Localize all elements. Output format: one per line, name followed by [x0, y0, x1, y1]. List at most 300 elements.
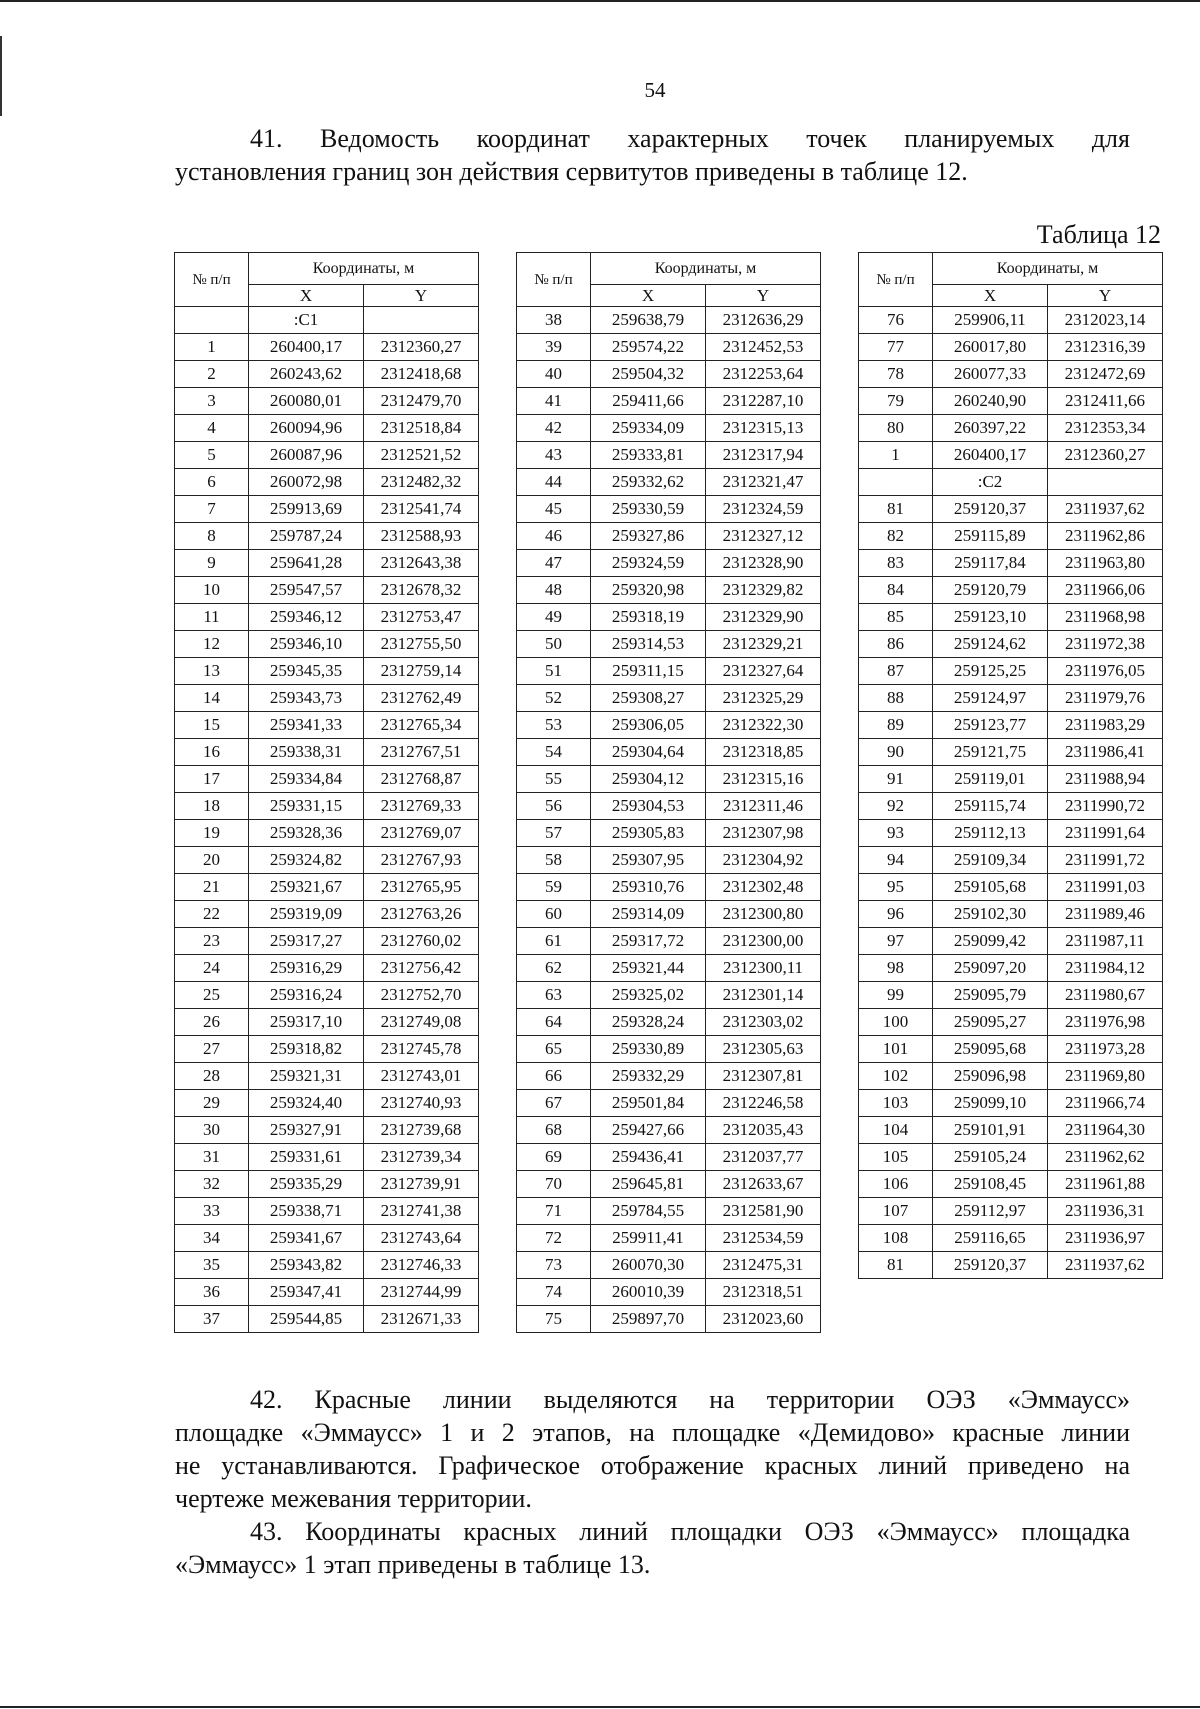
cell-y: 2311980,67: [1048, 982, 1163, 1009]
page-top-border: [0, 0, 1200, 2]
cell-x: 259311,15: [591, 658, 706, 685]
cell-x: 259641,28: [249, 550, 364, 577]
table-row: [517, 496, 821, 523]
cell-x: 259314,53: [591, 631, 706, 658]
cell-number: 71: [517, 1198, 591, 1225]
cell-number: 35: [175, 1252, 249, 1279]
cell-y: 2312762,49: [364, 685, 479, 712]
cell-y: 2312322,30: [706, 712, 821, 739]
cell-x: 259327,86: [591, 523, 706, 550]
cell-y: 2311937,62: [1048, 496, 1163, 523]
cell-number: 4: [175, 415, 249, 442]
table-row: [517, 1063, 821, 1090]
table-row: [175, 496, 479, 523]
cell-number: 66: [517, 1063, 591, 1090]
cell-y: 2312302,48: [706, 874, 821, 901]
cell-x: 259108,45: [933, 1171, 1048, 1198]
cell-y: 2312246,58: [706, 1090, 821, 1117]
cell-y: 2312353,34: [1048, 415, 1163, 442]
cell-y: 2311979,76: [1048, 685, 1163, 712]
cell-x: 259120,37: [933, 1252, 1048, 1279]
cell-x: 259347,41: [249, 1279, 364, 1306]
table-row: [859, 496, 1163, 523]
table-row: [859, 442, 1163, 469]
cell-x: 259334,84: [249, 766, 364, 793]
cell-y: 2312329,90: [706, 604, 821, 631]
cell-x: 259427,66: [591, 1117, 706, 1144]
cell-y: 2311968,98: [1048, 604, 1163, 631]
cell-x: 259099,10: [933, 1090, 1048, 1117]
cell-y: 2312317,94: [706, 442, 821, 469]
table-row: [175, 739, 479, 766]
cell-x: 259304,12: [591, 766, 706, 793]
cell-x: 259317,10: [249, 1009, 364, 1036]
cell-x: 259112,13: [933, 820, 1048, 847]
cell-number: 49: [517, 604, 591, 631]
cell-number: 81: [859, 496, 933, 523]
cell-number: 98: [859, 955, 933, 982]
cell-x: 259120,79: [933, 577, 1048, 604]
cell-number: 8: [175, 523, 249, 550]
table-row: [517, 739, 821, 766]
cell-x: 259095,27: [933, 1009, 1048, 1036]
coordinates-table-2: [516, 252, 821, 1333]
table-row: [859, 1225, 1163, 1252]
cell-y: 2312307,81: [706, 1063, 821, 1090]
cell-number: 11: [175, 604, 249, 631]
table-row: [517, 928, 821, 955]
cell-x: 260243,62: [249, 361, 364, 388]
cell-number: 107: [859, 1198, 933, 1225]
cell-y: 2312315,13: [706, 415, 821, 442]
cell-y: 2312303,02: [706, 1009, 821, 1036]
table-row: [859, 1063, 1163, 1090]
table-row: [175, 1198, 479, 1225]
cell-number: 86: [859, 631, 933, 658]
header-x: X: [249, 285, 364, 307]
table-row: [859, 1171, 1163, 1198]
table-row: [517, 415, 821, 442]
table-row: [175, 388, 479, 415]
header-y: Y: [706, 285, 821, 307]
cell-y: 2312325,29: [706, 685, 821, 712]
cell-x: 259112,97: [933, 1198, 1048, 1225]
table-row: [517, 1252, 821, 1279]
cell-y: 2312321,47: [706, 469, 821, 496]
cell-x: 259638,79: [591, 307, 706, 334]
table-row: [517, 361, 821, 388]
cell-y: 2312315,16: [706, 766, 821, 793]
table-row: [517, 631, 821, 658]
cell-y: 2312300,80: [706, 901, 821, 928]
cell-x: :C1: [249, 307, 364, 334]
cell-y: 2312316,39: [1048, 334, 1163, 361]
cell-y: 2311984,12: [1048, 955, 1163, 982]
scan-margin-line: [0, 36, 2, 116]
table-row: [517, 550, 821, 577]
cell-number: 73: [517, 1252, 591, 1279]
cell-number: 1: [175, 334, 249, 361]
table-row: [517, 307, 821, 334]
table-row: [175, 928, 479, 955]
cell-x: 259304,53: [591, 793, 706, 820]
cell-number: 101: [859, 1036, 933, 1063]
table-row: [517, 1198, 821, 1225]
table-row: [175, 1036, 479, 1063]
table-row: [517, 388, 821, 415]
cell-number: 84: [859, 577, 933, 604]
cell-number: 56: [517, 793, 591, 820]
cell-x: 260072,98: [249, 469, 364, 496]
cell-x: 259911,41: [591, 1225, 706, 1252]
cell-x: 259321,67: [249, 874, 364, 901]
header-coordinates: Координаты, м: [591, 253, 821, 285]
table-row: [175, 1225, 479, 1252]
table-row: [517, 469, 821, 496]
cell-y: 2312023,60: [706, 1306, 821, 1333]
table-row: [175, 577, 479, 604]
cell-number: 27: [175, 1036, 249, 1063]
table-row: [175, 1252, 479, 1279]
table-row: [859, 1036, 1163, 1063]
cell-y: 2311988,94: [1048, 766, 1163, 793]
table-row: [175, 1279, 479, 1306]
page-bottom-border: [0, 1706, 1200, 1708]
cell-x: 259307,95: [591, 847, 706, 874]
table-row: [859, 712, 1163, 739]
cell-x: 259330,59: [591, 496, 706, 523]
cell-y: 2312767,51: [364, 739, 479, 766]
cell-x: 259317,27: [249, 928, 364, 955]
table-row: [175, 550, 479, 577]
table-row: [175, 361, 479, 388]
table-row: [175, 1090, 479, 1117]
cell-x: 259504,32: [591, 361, 706, 388]
cell-x: 259119,01: [933, 766, 1048, 793]
cell-x: 259097,20: [933, 955, 1048, 982]
table-row: [859, 415, 1163, 442]
cell-x: 259328,36: [249, 820, 364, 847]
cell-number: 9: [175, 550, 249, 577]
table-row: [859, 928, 1163, 955]
cell-x: 259305,83: [591, 820, 706, 847]
cell-number: 7: [175, 496, 249, 523]
paragraph-42: [175, 1383, 1130, 1515]
cell-number: 57: [517, 820, 591, 847]
cell-number: 68: [517, 1117, 591, 1144]
cell-y: 2312633,67: [706, 1171, 821, 1198]
cell-number: 31: [175, 1144, 249, 1171]
cell-y: 2311966,06: [1048, 577, 1163, 604]
cell-x: 259321,31: [249, 1063, 364, 1090]
cell-number: 88: [859, 685, 933, 712]
cell-x: 259123,77: [933, 712, 1048, 739]
cell-number: 48: [517, 577, 591, 604]
table-row: [517, 712, 821, 739]
cell-x: 259120,37: [933, 496, 1048, 523]
cell-y: 2312671,33: [364, 1306, 479, 1333]
cell-y: 2312760,02: [364, 928, 479, 955]
header-coordinates: Координаты, м: [249, 253, 479, 285]
cell-x: 259324,82: [249, 847, 364, 874]
cell-x: 259328,24: [591, 1009, 706, 1036]
table-row: [175, 1009, 479, 1036]
cell-number: 37: [175, 1306, 249, 1333]
cell-y: 2311936,31: [1048, 1198, 1163, 1225]
table-row: [175, 415, 479, 442]
cell-y: 2312765,34: [364, 712, 479, 739]
cell-x: 259316,24: [249, 982, 364, 1009]
table-row: [517, 1171, 821, 1198]
table-row: [517, 334, 821, 361]
cell-x: 259343,73: [249, 685, 364, 712]
header-y: Y: [364, 285, 479, 307]
table-row: [859, 901, 1163, 928]
cell-number: 81: [859, 1252, 933, 1279]
cell-y: 2312752,70: [364, 982, 479, 1009]
cell-y: 2312581,90: [706, 1198, 821, 1225]
cell-number: 93: [859, 820, 933, 847]
header-number: № п/п: [859, 253, 933, 307]
cell-number: 29: [175, 1090, 249, 1117]
cell-y: 2312743,64: [364, 1225, 479, 1252]
cell-x: 259321,44: [591, 955, 706, 982]
cell-number: 32: [175, 1171, 249, 1198]
cell-x: 259501,84: [591, 1090, 706, 1117]
cell-y: 2312769,33: [364, 793, 479, 820]
cell-y: 2311986,41: [1048, 739, 1163, 766]
cell-x: 260240,90: [933, 388, 1048, 415]
table-row: [175, 901, 479, 928]
table-row: [175, 307, 479, 334]
table-row: [175, 766, 479, 793]
cell-x: 259306,05: [591, 712, 706, 739]
cell-y: 2312482,32: [364, 469, 479, 496]
cell-number: 1: [859, 442, 933, 469]
cell-y: 2312318,85: [706, 739, 821, 766]
cell-number: 54: [517, 739, 591, 766]
coordinates-table-1: [174, 252, 479, 1333]
cell-number: 39: [517, 334, 591, 361]
cell-number: 94: [859, 847, 933, 874]
cell-y: 2312327,12: [706, 523, 821, 550]
cell-y: 2312678,32: [364, 577, 479, 604]
table-row: [859, 523, 1163, 550]
cell-x: 259115,89: [933, 523, 1048, 550]
table-row: [517, 658, 821, 685]
cell-y: 2312452,53: [706, 334, 821, 361]
cell-x: 259320,98: [591, 577, 706, 604]
cell-x: 260010,39: [591, 1279, 706, 1306]
cell-y: 2311969,80: [1048, 1063, 1163, 1090]
table-row: [859, 1090, 1163, 1117]
cell-y: 2311976,05: [1048, 658, 1163, 685]
cell-number: 60: [517, 901, 591, 928]
cell-number: 103: [859, 1090, 933, 1117]
cell-x: 259105,68: [933, 874, 1048, 901]
cell-y: 2311991,03: [1048, 874, 1163, 901]
table-row: [859, 334, 1163, 361]
table-row: [175, 820, 479, 847]
table-row: [517, 1090, 821, 1117]
coordinates-table-3: [858, 252, 1163, 1279]
cell-y: 2312739,34: [364, 1144, 479, 1171]
cell-number: 21: [175, 874, 249, 901]
paragraph-41-line-1: 41. Ведомость координат характерных точек планируемых для: [250, 124, 1130, 153]
paragraph-41-line-2: установления границ зон действия сервитутов приведены в таблице 12.: [175, 157, 968, 186]
cell-number: 74: [517, 1279, 591, 1306]
cell-y: 2312753,47: [364, 604, 479, 631]
cell-x: 259913,69: [249, 496, 364, 523]
cell-number: 105: [859, 1144, 933, 1171]
table-row: [517, 982, 821, 1009]
table-row: [859, 1117, 1163, 1144]
cell-y: 2312418,68: [364, 361, 479, 388]
table-row: [859, 1009, 1163, 1036]
cell-number: 59: [517, 874, 591, 901]
cell-y: 2312479,70: [364, 388, 479, 415]
cell-number: 65: [517, 1036, 591, 1063]
cell-y: 2312745,78: [364, 1036, 479, 1063]
table-row: [175, 1171, 479, 1198]
cell-y: 2312253,64: [706, 361, 821, 388]
cell-y: 2312763,26: [364, 901, 479, 928]
cell-x: 259125,25: [933, 658, 1048, 685]
cell-number: 45: [517, 496, 591, 523]
cell-number: 28: [175, 1063, 249, 1090]
table-row: [175, 982, 479, 1009]
cell-x: :C2: [933, 469, 1048, 496]
table-row: [175, 1306, 479, 1333]
table-row: [859, 1198, 1163, 1225]
cell-x: 259095,79: [933, 982, 1048, 1009]
cell-y: 2312023,14: [1048, 307, 1163, 334]
cell-x: 259547,57: [249, 577, 364, 604]
cell-y: 2312329,21: [706, 631, 821, 658]
table-row: [175, 631, 479, 658]
cell-number: 79: [859, 388, 933, 415]
cell-number: 2: [175, 361, 249, 388]
cell-number: 33: [175, 1198, 249, 1225]
cell-y: 2311991,64: [1048, 820, 1163, 847]
cell-x: 259123,10: [933, 604, 1048, 631]
cell-y: 2311987,11: [1048, 928, 1163, 955]
cell-y: 2311983,29: [1048, 712, 1163, 739]
cell-number: 102: [859, 1063, 933, 1090]
cell-y: 2312475,31: [706, 1252, 821, 1279]
cell-number: 77: [859, 334, 933, 361]
cell-number: 99: [859, 982, 933, 1009]
cell-number: 50: [517, 631, 591, 658]
cell-number: 100: [859, 1009, 933, 1036]
cell-number: 91: [859, 766, 933, 793]
table-row: [517, 955, 821, 982]
cell-x: 259317,72: [591, 928, 706, 955]
cell-x: 259124,62: [933, 631, 1048, 658]
cell-y: 2312541,74: [364, 496, 479, 523]
cell-x: 260077,33: [933, 361, 1048, 388]
table-row: [175, 1117, 479, 1144]
cell-x: 259318,19: [591, 604, 706, 631]
cell-x: 259319,09: [249, 901, 364, 928]
cell-x: 259331,61: [249, 1144, 364, 1171]
table-row: [859, 388, 1163, 415]
cell-number: 22: [175, 901, 249, 928]
table-row: [175, 685, 479, 712]
cell-y: 2311964,30: [1048, 1117, 1163, 1144]
cell-x: 259327,91: [249, 1117, 364, 1144]
cell-y: 2312746,33: [364, 1252, 479, 1279]
cell-number: 6: [175, 469, 249, 496]
header-x: X: [933, 285, 1048, 307]
cell-number: 30: [175, 1117, 249, 1144]
cell-y: 2312643,38: [364, 550, 479, 577]
table-row: [175, 1063, 479, 1090]
cell-number: 12: [175, 631, 249, 658]
cell-number: 108: [859, 1225, 933, 1252]
cell-x: 259325,02: [591, 982, 706, 1009]
table-row: [517, 1306, 821, 1333]
table-row: [859, 820, 1163, 847]
cell-number: 42: [517, 415, 591, 442]
cell-number: 23: [175, 928, 249, 955]
table-row: [859, 685, 1163, 712]
cell-number: 87: [859, 658, 933, 685]
table-row: [175, 712, 479, 739]
cell-x: 260017,80: [933, 334, 1048, 361]
cell-x: 259318,82: [249, 1036, 364, 1063]
cell-y: 2311973,28: [1048, 1036, 1163, 1063]
cell-x: 259897,70: [591, 1306, 706, 1333]
table-row: [859, 955, 1163, 982]
cell-x: 259544,85: [249, 1306, 364, 1333]
cell-y: 2312300,00: [706, 928, 821, 955]
cell-y: 2311963,80: [1048, 550, 1163, 577]
cell-y: 2312324,59: [706, 496, 821, 523]
table-row: [859, 550, 1163, 577]
cell-number: 44: [517, 469, 591, 496]
table-row: [517, 1009, 821, 1036]
cell-number: 75: [517, 1306, 591, 1333]
cell-number: 3: [175, 388, 249, 415]
cell-y: 2312328,90: [706, 550, 821, 577]
table-row: [175, 1144, 479, 1171]
cell-number: 10: [175, 577, 249, 604]
cell-x: 260070,30: [591, 1252, 706, 1279]
cell-x: 259436,41: [591, 1144, 706, 1171]
table-row: [175, 955, 479, 982]
table-row: [175, 469, 479, 496]
cell-x: 259346,10: [249, 631, 364, 658]
table-row: [859, 847, 1163, 874]
cell-y: 2312636,29: [706, 307, 821, 334]
cell-number: 89: [859, 712, 933, 739]
table-row: [517, 847, 821, 874]
table-row: [517, 766, 821, 793]
table-row: [175, 523, 479, 550]
table-row: [859, 469, 1163, 496]
cell-y: 2311966,74: [1048, 1090, 1163, 1117]
cell-number: 82: [859, 523, 933, 550]
cell-number: [175, 307, 249, 334]
cell-number: 51: [517, 658, 591, 685]
cell-x: 259411,66: [591, 388, 706, 415]
cell-number: 76: [859, 307, 933, 334]
cell-number: 67: [517, 1090, 591, 1117]
cell-number: 38: [517, 307, 591, 334]
cell-number: 14: [175, 685, 249, 712]
cell-number: 26: [175, 1009, 249, 1036]
